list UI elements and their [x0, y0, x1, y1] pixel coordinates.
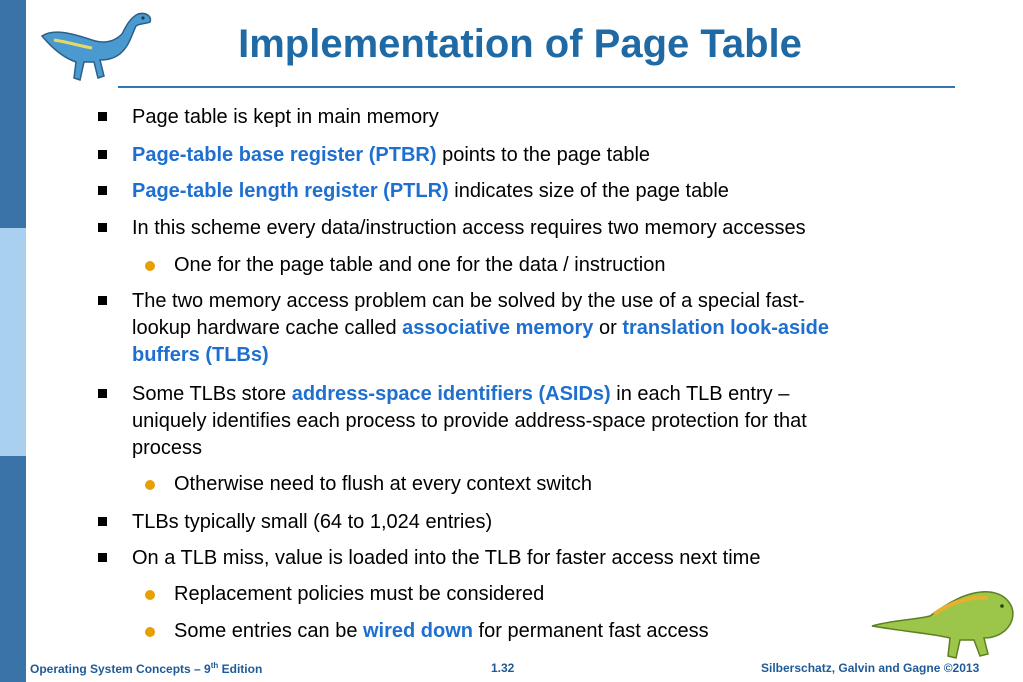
bullet-text-part: for permanent fast access	[473, 620, 709, 642]
footer-book-title	[30, 661, 262, 676]
bullet-text: The two memory access problem can be solved by the use of a special fast-	[132, 290, 805, 312]
square-bullet-icon	[98, 553, 107, 562]
dinosaur-illustration-icon	[868, 580, 1018, 660]
highlight-term: buffers (TLBs)	[132, 344, 269, 366]
bullet-text: In this scheme every data/instruction access requires two memory accesses	[132, 217, 806, 239]
sub-bullet-text: Otherwise need to flush at every context switch	[174, 473, 592, 495]
bullet-text-part: or	[593, 317, 623, 339]
highlight-term: associative memory	[402, 317, 594, 339]
bullet-text	[132, 382, 789, 406]
bullet-text-part: in each TLB entry –	[610, 383, 790, 405]
square-bullet-icon	[98, 296, 107, 305]
footer-book-title-suffix: Edition	[218, 662, 263, 676]
square-bullet-icon	[98, 186, 107, 195]
bullet-text-part: lookup hardware cache called	[132, 317, 403, 339]
bullet-text-continued: process	[132, 437, 203, 459]
sub-bullet-text: One for the page table and one for the data / instruction	[174, 254, 666, 276]
bullet-text-continued: uniquely identifies each process to provide address-space protection for that	[132, 410, 807, 432]
round-bullet-icon	[145, 261, 155, 271]
bullet-text-rest: indicates size of the page table	[448, 180, 729, 202]
bullet-text: Page table is kept in main memory	[132, 106, 439, 128]
bullet-text-continued	[132, 343, 269, 367]
square-bullet-icon	[98, 223, 107, 232]
footer-book-title-text: Operating System Concepts – 9	[30, 662, 211, 676]
square-bullet-icon	[98, 150, 107, 159]
square-bullet-icon	[98, 112, 107, 121]
title-divider	[118, 86, 955, 88]
bullet-text: On a TLB miss, value is loaded into the TLB for faster access next time	[132, 547, 761, 569]
bullet-text: TLBs typically small (64 to 1,024 entries)	[132, 511, 493, 533]
bullet-text-rest: points to the page table	[436, 144, 651, 166]
highlight-term: address-space identifiers (ASIDs)	[291, 383, 611, 405]
sidebar-segment-light	[0, 228, 26, 456]
sub-bullet-text: Replacement policies must be considered	[174, 583, 545, 605]
highlight-term: wired down	[363, 620, 473, 642]
bullet-text-part: Some entries can be	[174, 620, 363, 642]
bullet-text	[132, 143, 650, 167]
highlight-term: Page-table base register (PTBR)	[132, 144, 437, 166]
highlight-term: Page-table length register (PTLR)	[132, 180, 449, 202]
square-bullet-icon	[98, 389, 107, 398]
round-bullet-icon	[145, 590, 155, 600]
highlight-term: translation look-aside	[622, 317, 830, 339]
page-title: Implementation of Page Table	[238, 22, 802, 66]
bullet-text	[132, 179, 729, 203]
footer-book-edition-sup: th	[210, 661, 219, 670]
round-bullet-icon	[145, 480, 155, 490]
footer-slide-number: 1.32	[491, 661, 515, 675]
round-bullet-icon	[145, 627, 155, 637]
bullet-text-continued	[132, 316, 829, 340]
sidebar-strip	[0, 0, 26, 682]
sub-bullet-text	[174, 619, 709, 643]
sidebar-segment-dark-top	[0, 0, 26, 228]
sidebar-segment-dark-bottom	[0, 456, 26, 682]
footer-authors: Silberschatz, Galvin and Gagne ©2013	[761, 661, 980, 675]
bullet-text-part: Some TLBs store	[132, 383, 292, 405]
dinosaur-logo-icon	[34, 6, 156, 84]
square-bullet-icon	[98, 517, 107, 526]
